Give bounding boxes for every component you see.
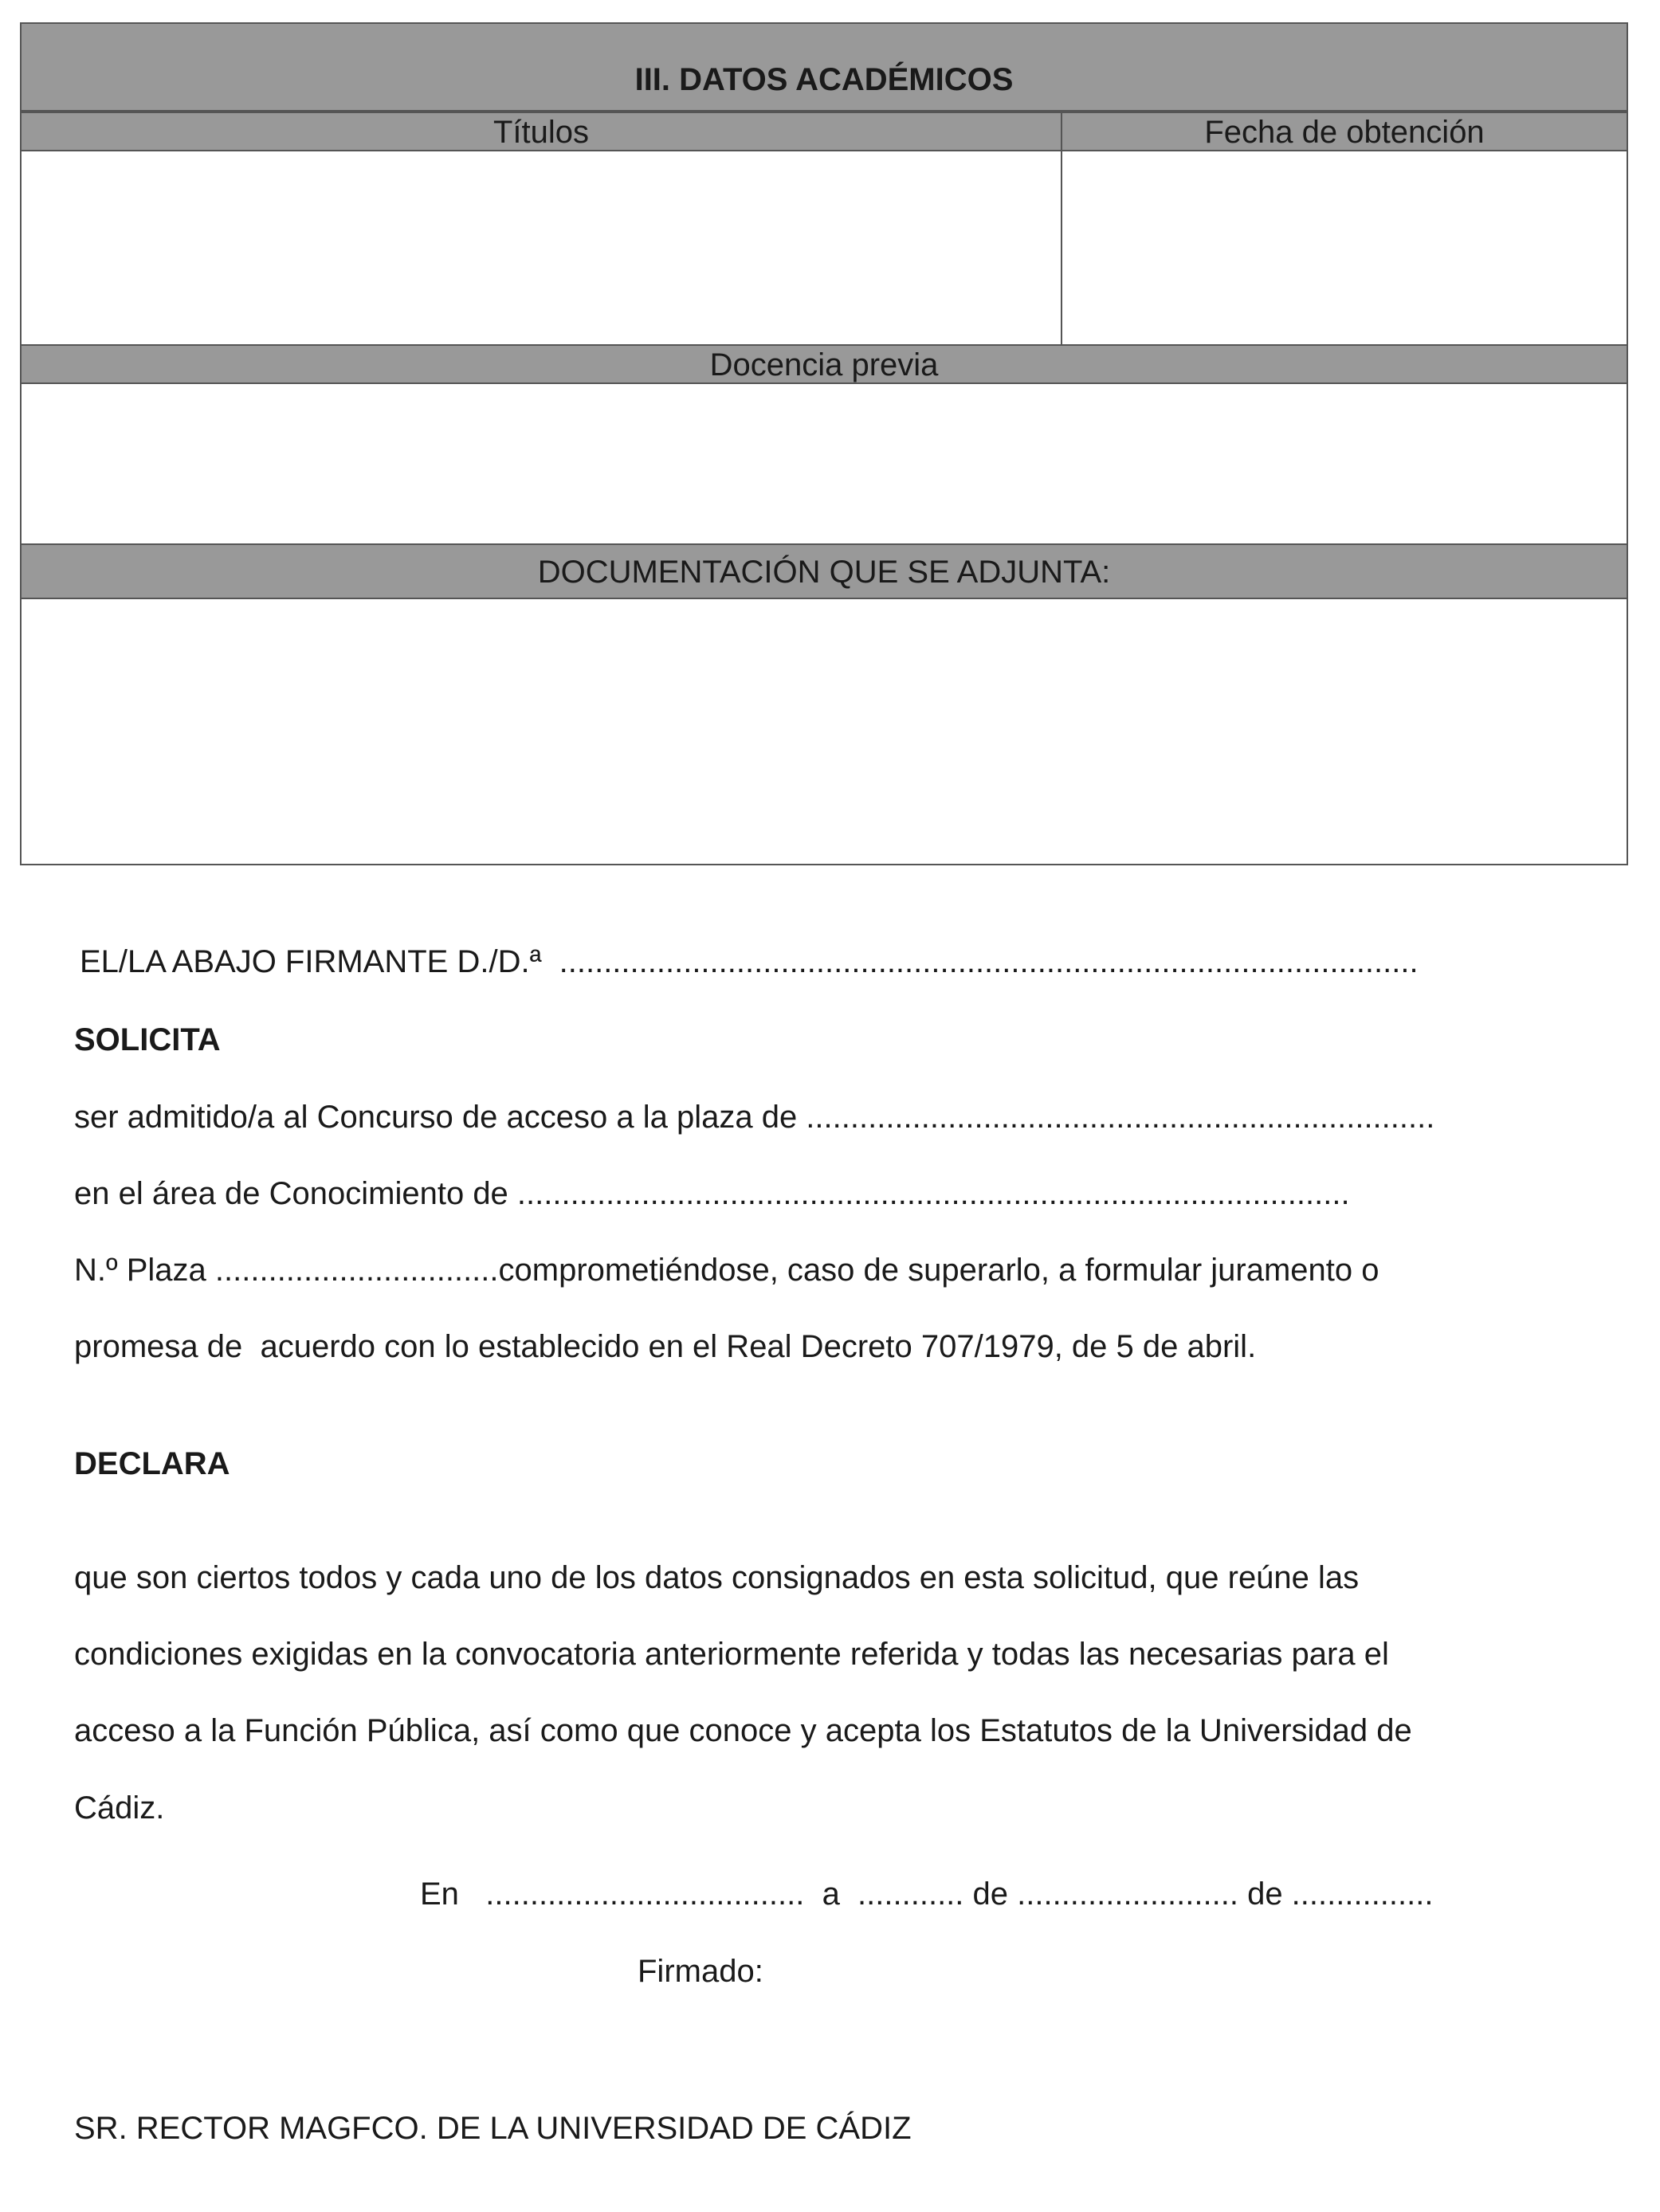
- docencia-field[interactable]: [22, 384, 1627, 564]
- signer-line[interactable]: EL/LA ABAJO FIRMANTE D./D.ª .................................................................................................: [80, 944, 1419, 979]
- documentation-header: DOCUMENTACIÓN QUE SE ADJUNTA:: [537, 555, 1111, 590]
- academic-data-table: [20, 22, 1628, 865]
- solicita-plaza-line[interactable]: N.º Plaza ................................comprometiéndose, caso de superarlo, a formular juramento o: [74, 1253, 1379, 1288]
- docencia-header-band: [22, 344, 1627, 384]
- column-header-band: [22, 112, 1627, 151]
- solicita-position-line[interactable]: ser admitido/a al Concurso de acceso a la plaza de .......................................................................: [74, 1100, 1435, 1135]
- solicita-heading: SOLICITA: [74, 1022, 221, 1057]
- section-title: III. DATOS ACADÉMICOS: [634, 62, 1014, 97]
- docencia-header: Docencia previa: [709, 347, 939, 382]
- addressee: SR. RECTOR MAGFCO. DE LA UNIVERSIDAD DE CÁDIZ: [74, 2111, 912, 2146]
- titles-column-header: Títulos: [493, 115, 590, 150]
- declara-line-1: que son ciertos todos y cada uno de los datos consignados en esta solicitud, que reúne las: [74, 1560, 1360, 1595]
- date-column-header: Fecha de obtención: [1061, 113, 1627, 150]
- solicita-area-line[interactable]: en el área de Conocimiento de ..............................................................................................: [74, 1176, 1350, 1211]
- declara-line-4: Cádiz.: [74, 1790, 165, 1826]
- declara-heading: DECLARA: [74, 1446, 230, 1481]
- signature-label: Firmado:: [638, 1954, 763, 1989]
- date-field[interactable]: [1061, 151, 1627, 367]
- titles-field[interactable]: [22, 151, 1061, 367]
- place-date-line[interactable]: En .................................... a ............ de ......................... de ................: [420, 1877, 1434, 1912]
- declara-line-2: condiciones exigidas en la convocatoria anteriormente referida y todas las necesarias para el: [74, 1637, 1389, 1672]
- declara-line-3: acceso a la Función Pública, así como que conoce y acepta los Estatutos de la Universidad de: [74, 1713, 1412, 1748]
- section-title-band: [22, 24, 1627, 112]
- documentation-field[interactable]: [22, 599, 1627, 864]
- solicita-decree-line: promesa de acuerdo con lo establecido en el Real Decreto 707/1979, de 5 de abril.: [74, 1329, 1257, 1364]
- documentation-header-band: [22, 543, 1627, 599]
